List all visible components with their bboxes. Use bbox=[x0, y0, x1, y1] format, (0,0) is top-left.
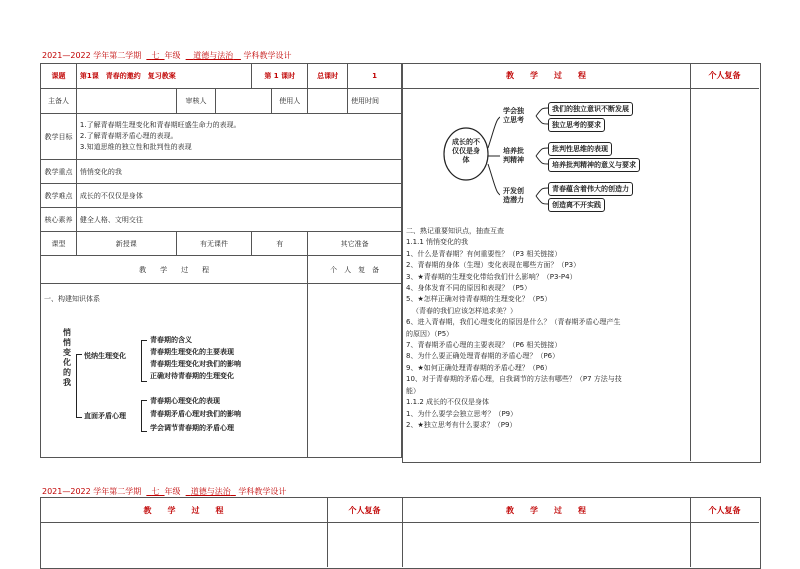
leaf-item: 学会调节青春期的矛盾心理 bbox=[150, 424, 234, 432]
leaf-item: 正确对待青春期的生理变化 bbox=[150, 372, 234, 380]
text-line: 7、青春期矛盾心理的主要表现？（P6 相关链接） bbox=[406, 341, 562, 350]
right-header-divider bbox=[402, 88, 759, 89]
text-line: 1、为什么要学会独立思考？（P9） bbox=[406, 409, 518, 418]
text-line: 1、什么是青春期？有何重要性？（P3 相关链接） bbox=[406, 249, 562, 258]
leaf-item: 批判性思维的表现 bbox=[548, 142, 612, 156]
preparer-value bbox=[76, 89, 176, 114]
total-hours-label: 总课时 bbox=[308, 64, 348, 89]
core-literacy-value: 健全人格、文明交往 bbox=[76, 208, 401, 232]
text-line: 9、★如何正确处理青春期的矛盾心理？（P6） bbox=[406, 363, 552, 372]
leaf-item: 青春期生理变化的主要表现 bbox=[150, 348, 234, 356]
header-years: 2021—2022 学年第二学期 bbox=[42, 51, 142, 60]
mindmap-brace bbox=[141, 400, 147, 432]
topic-value: 第1课 青春的邀约 复习教案 bbox=[76, 64, 251, 89]
branch-label: 悦纳生理变化 bbox=[84, 352, 126, 360]
personal-prep-header: 个 人 复 备 bbox=[308, 256, 402, 284]
right-personal-header: 个人复备 bbox=[708, 71, 741, 80]
text-line: 的原因）（P5） bbox=[406, 329, 454, 338]
header-grade-label: 年级 bbox=[164, 51, 181, 60]
text-line: 2、★独立思考有什么要求？（P9） bbox=[406, 420, 517, 429]
leaf-item: 培养批判精神的意义与要求 bbox=[548, 158, 640, 172]
right-column-divider bbox=[690, 63, 691, 461]
difficult-point-label: 教学难点 bbox=[41, 184, 77, 208]
text-line: 6、进入青春期，我们心理变化的原因是什么？（青春期矛盾心理产生 bbox=[406, 318, 621, 327]
branch-label: 培养批判精神 bbox=[500, 146, 532, 166]
mindmap-root: 成长的不仅仅是身体 bbox=[452, 138, 480, 164]
difficult-point-value: 成长的不仅仅是身体 bbox=[76, 184, 401, 208]
text-line: 5、★怎样正确对待青春期的生理变化？（P5） bbox=[406, 295, 552, 304]
preparer-label: 主备人 bbox=[41, 89, 77, 114]
branch-label: 开发创造潜力 bbox=[500, 186, 532, 206]
goal-item: 3.知道思维的独立性和批判性的表现 bbox=[79, 143, 192, 151]
lesson-hour: 第 1 课时 bbox=[252, 64, 308, 89]
page2-header-divider bbox=[40, 522, 759, 523]
text-line: 1.1.1 悄悄变化的我 bbox=[406, 238, 469, 247]
text-line: （青春的我们应该怎样追求美？） bbox=[412, 306, 517, 315]
courseware-value: 有 bbox=[252, 232, 308, 256]
goal-item: 2.了解青春期矛盾心理的表现。 bbox=[79, 132, 178, 140]
leaf-item: 独立思考的要求 bbox=[548, 118, 605, 132]
leaf-item: 青春期矛盾心理对我们的影响 bbox=[150, 410, 241, 418]
text-line: 能） bbox=[406, 386, 420, 395]
key-point-label: 教学重点 bbox=[41, 160, 77, 184]
user-value bbox=[308, 89, 348, 114]
branch-label: 学会独立思考 bbox=[500, 106, 532, 126]
header-years: 2021—2022 学年第二学期 bbox=[42, 487, 142, 496]
lesson-info-table bbox=[40, 63, 402, 458]
right-process-header: 教 学 过 程 bbox=[506, 71, 586, 80]
knowledge-points bbox=[406, 226, 622, 431]
process-header: 教 学 过 程 bbox=[41, 256, 308, 284]
section-title: 一、构建知识体系 bbox=[44, 295, 100, 303]
page2-right-personal: 个人复备 bbox=[708, 506, 741, 515]
header-subject: 道德与法治 bbox=[193, 51, 234, 60]
use-time-label: 使用时间 bbox=[348, 89, 402, 114]
mindmap-brace bbox=[76, 354, 82, 418]
goals-label: 教学目标 bbox=[41, 114, 77, 160]
reviewer-value bbox=[216, 89, 272, 114]
personal-prep-body bbox=[308, 284, 402, 458]
reviewer-label: 审核人 bbox=[176, 89, 216, 114]
text-line: 二、熟记重要知识点，抽查互查 bbox=[406, 227, 504, 235]
page2-header bbox=[42, 486, 286, 497]
text-line: 1.1.2 成长的不仅仅是身体 bbox=[406, 398, 490, 407]
header-grade-label: 年级 bbox=[164, 487, 181, 496]
class-type-label: 课型 bbox=[41, 232, 77, 256]
text-line: 4、身体发育不同的原因和表现？（P5） bbox=[406, 284, 532, 293]
text-line: 8、为什么要正确处理青春期的矛盾心理？（P6） bbox=[406, 352, 560, 361]
leaf-item: 青春蕴含着伟大的创造力 bbox=[548, 182, 633, 196]
page2-left-personal: 个人复备 bbox=[348, 506, 381, 515]
topic-label: 课题 bbox=[41, 64, 77, 89]
branch-label: 直面矛盾心理 bbox=[84, 412, 126, 420]
leaf-item: 青春期的含义 bbox=[150, 336, 192, 344]
key-point-value: 悄悄变化的我 bbox=[76, 160, 401, 184]
courseware-label: 有无课件 bbox=[176, 232, 252, 256]
page2-left-process: 教 学 过 程 bbox=[143, 506, 224, 515]
core-literacy-label: 核心素养 bbox=[41, 208, 77, 232]
class-type-value: 新授课 bbox=[76, 232, 176, 256]
header-grade: 七 bbox=[151, 51, 160, 60]
mindmap-root: 悄悄变化的我 bbox=[63, 328, 71, 387]
leaf-item: 我们的独立意识不断发展 bbox=[548, 102, 633, 116]
text-line: 2、青春期的身体（生理）变化表现在哪些方面？（P3） bbox=[406, 261, 581, 270]
other-prep-label: 其它准备 bbox=[308, 232, 402, 256]
header-grade: 七 bbox=[151, 487, 160, 496]
user-label: 使用人 bbox=[272, 89, 308, 114]
leaf-item: 创造离不开实践 bbox=[548, 198, 605, 212]
header-subject: 道德与法治 bbox=[190, 487, 231, 496]
text-line: 3、★青春期的生理变化带给我们什么影响？（P3-P4） bbox=[406, 272, 577, 281]
goals-cell bbox=[76, 114, 401, 160]
page-header bbox=[42, 50, 291, 61]
text-line: 10、对于青春期的矛盾心理，自我调节的方法有哪些？（P7 方法与技 bbox=[406, 375, 622, 384]
leaf-item: 青春期生理变化对我们的影响 bbox=[150, 360, 241, 368]
leaf-item: 青春期心理变化的表现 bbox=[150, 397, 220, 405]
mindmap-brace bbox=[141, 340, 147, 382]
total-hours-value: 1 bbox=[348, 64, 402, 89]
goal-item: 1.了解青春期生理变化和青春期旺盛生命力的表现。 bbox=[79, 121, 241, 129]
header-title: 学科教学设计 bbox=[238, 487, 287, 496]
header-title: 学科教学设计 bbox=[243, 51, 292, 60]
page2-right-process: 教 学 过 程 bbox=[506, 506, 586, 515]
